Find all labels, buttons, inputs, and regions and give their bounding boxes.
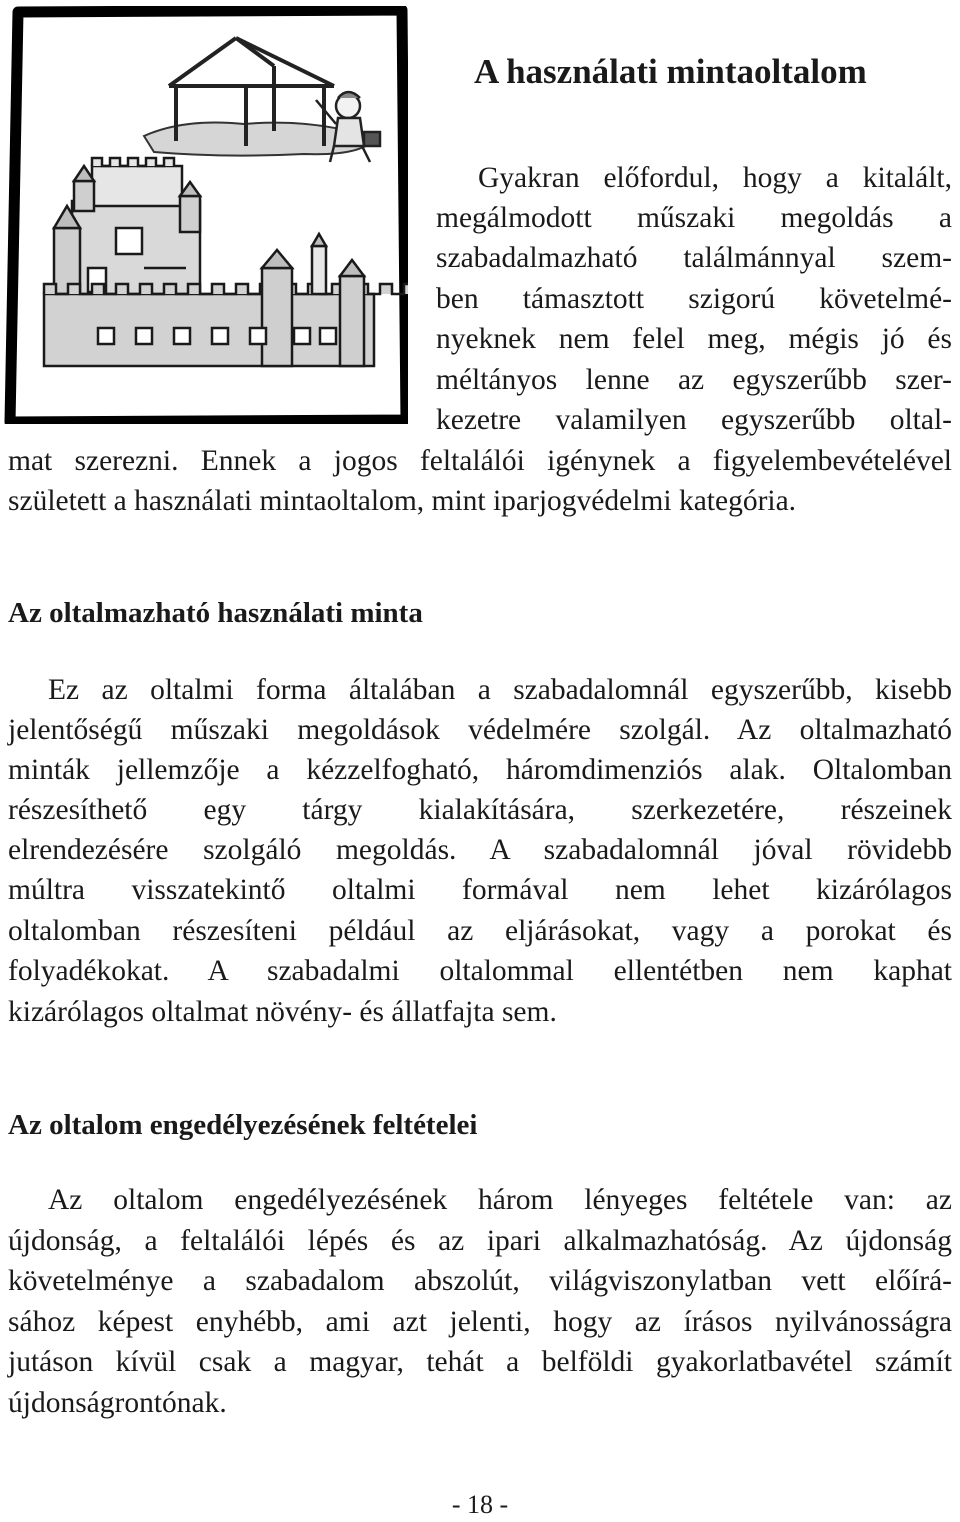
paragraph-line: Ez az oltalmi forma általában a szabadalomnál egyszerűbb, kisebb: [48, 674, 952, 706]
paragraph-line: jutáson kívül csak a magyar, tehát a belföldi gyakorlatbavétel számít: [8, 1346, 952, 1378]
paragraph-line: kizárólagos oltalmat növény- és állatfajta sem.: [8, 996, 557, 1028]
paragraph-line: Az oltalom engedélyezésének három lényeges feltétele van: az: [48, 1184, 952, 1216]
page-title: A használati mintaoltalom: [474, 52, 867, 91]
castle-illustration: [4, 6, 408, 424]
intro-line: született a használati mintaoltalom, mint iparjogvédelmi kategória.: [8, 485, 797, 517]
paragraph-line: újdonság, a feltalálói lépés és az ipari alkalmazhatóság. Az újdonság: [8, 1225, 952, 1257]
intro-line: szabadalmazható találmánnyal szem-: [436, 242, 952, 274]
intro-line: ben támasztott szigorú követelmé-: [436, 283, 952, 315]
intro-line: Gyakran előfordul, hogy a kitalált,: [478, 162, 952, 194]
paragraph-line: elrendezésére szolgáló megoldás. A szabadalomnál jóval rövidebb: [8, 834, 952, 866]
paragraph-line: újdonságrontónak.: [8, 1387, 227, 1419]
intro-line: mat szerezni. Ennek a jogos feltalálói igénynek a figyelembevételével: [8, 445, 952, 477]
section-heading: Az oltalmazható használati minta: [8, 597, 423, 629]
paragraph-line: részesíthető egy tárgy kialakítására, szerkezetére, részeinek: [8, 794, 952, 826]
intro-line: kezetre valamilyen egyszerűbb oltal-: [436, 404, 952, 436]
section-heading: Az oltalom engedélyezésének feltételei: [8, 1109, 478, 1141]
paragraph-line: múltra visszatekintő oltalmi formával nem lehet kizárólagos: [8, 874, 952, 906]
intro-line: méltányos lenne az egyszerűbb szer-: [436, 364, 952, 396]
paragraph-line: folyadékokat. A szabadalmi oltalommal ellentétben nem kaphat: [8, 955, 952, 987]
paragraph-line: minták jellemzője a kézzelfogható, háromdimenziós alak. Oltalomban: [8, 754, 952, 786]
page-number: - 18 -: [451, 1490, 509, 1519]
intro-line: megálmodott műszaki megoldás a: [436, 202, 952, 234]
intro-line: nyeknek nem felel meg, mégis jó és: [436, 323, 952, 355]
paragraph-line: sához képest enyhébb, ami azt jelenti, hogy az írásos nyilvánosságra: [8, 1306, 952, 1338]
paragraph-line: jelentőségű műszaki megoldások védelmére szolgál. Az oltalmazható: [8, 714, 952, 746]
paragraph-line: oltalomban részesíteni például az eljárásokat, vagy a porokat és: [8, 915, 952, 947]
paragraph-line: követelménye a szabadalom abszolút, világviszonylatban vett előírá-: [8, 1265, 952, 1297]
